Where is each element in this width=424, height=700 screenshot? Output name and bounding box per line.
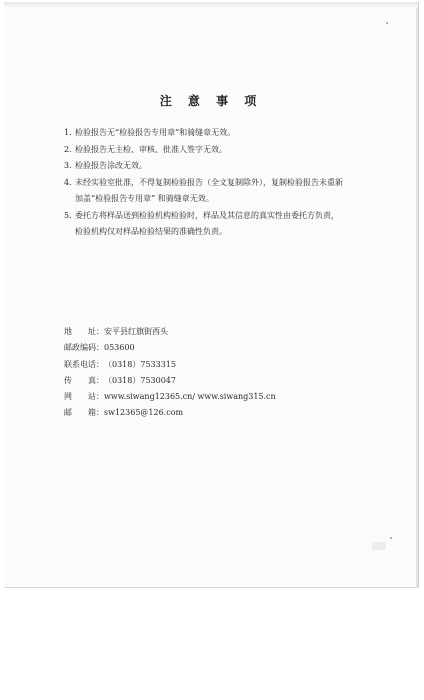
notice-item: [64, 158, 374, 175]
scan-speck: [390, 537, 392, 539]
contact-row-email: [64, 405, 276, 421]
contact-label: 传 真：: [64, 375, 104, 385]
scan-smudge: [372, 542, 386, 550]
contact-row-fax: [64, 373, 276, 389]
notice-number: 1.: [64, 128, 72, 137]
contact-label: 联系电话：: [64, 359, 104, 369]
contact-row-website: [64, 389, 276, 405]
notice-line: 检验机构仅对样品检验结果的准确性负责。: [75, 227, 227, 236]
page-title: 注 意 事 项: [159, 94, 263, 108]
contact-info: [64, 324, 276, 422]
notice-item: [64, 142, 374, 159]
notice-number: 5.: [64, 210, 72, 220]
contact-value: 安平县红旗街西头: [104, 327, 168, 336]
scan-edge-shade: [4, 2, 418, 8]
notice-number: 4.: [64, 177, 72, 187]
notice-line: 检验报告涂改无效。: [75, 161, 147, 170]
contact-label: 邮政编码：: [64, 343, 104, 353]
notice-line: 加盖“检验报告专用章” 和骑缝章无效。: [75, 194, 214, 203]
contact-label: 地 址：: [64, 327, 104, 336]
contact-row-address: [64, 324, 276, 340]
notice-text: [75, 175, 343, 208]
contact-row-phone: [64, 357, 276, 373]
scanned-page: [4, 2, 419, 588]
contact-label: 网 站：: [64, 392, 104, 402]
contact-value: （0318）7533315: [104, 359, 176, 369]
notice-text: [75, 125, 235, 142]
notice-text: [75, 142, 227, 159]
notice-list: [64, 125, 374, 241]
contact-value: sw12365@126.com: [104, 408, 184, 418]
notice-item: [64, 208, 374, 241]
scan-speck: [386, 22, 388, 24]
notice-text: [75, 208, 339, 241]
contact-value: www.siwang12365.cn/ www.siwang315.cn: [104, 392, 276, 402]
contact-value: （0318）7530047: [104, 375, 176, 385]
notice-text: [75, 158, 147, 175]
contact-row-postcode: [64, 340, 276, 356]
notice-item: [64, 175, 374, 208]
notice-line: 检验报告无“检验报告专用章”和骑缝章无效。: [75, 128, 236, 137]
contact-label: 邮 箱：: [64, 408, 104, 418]
notice-item: [64, 125, 374, 142]
notice-line: 委托方将样品送到检验机构检验时，样品及其信息的真实性由委托方负责，: [75, 210, 339, 220]
notice-number: 3.: [64, 161, 72, 170]
notice-line: 未经实验室批准，不得复制检验报告（全文复制除外），复制检验报告未重新: [75, 177, 343, 187]
contact-value: 053600: [104, 343, 135, 353]
notice-number: 2.: [64, 144, 72, 154]
notice-line: 检验报告无主检、审核、批准人签字无效。: [75, 144, 227, 154]
